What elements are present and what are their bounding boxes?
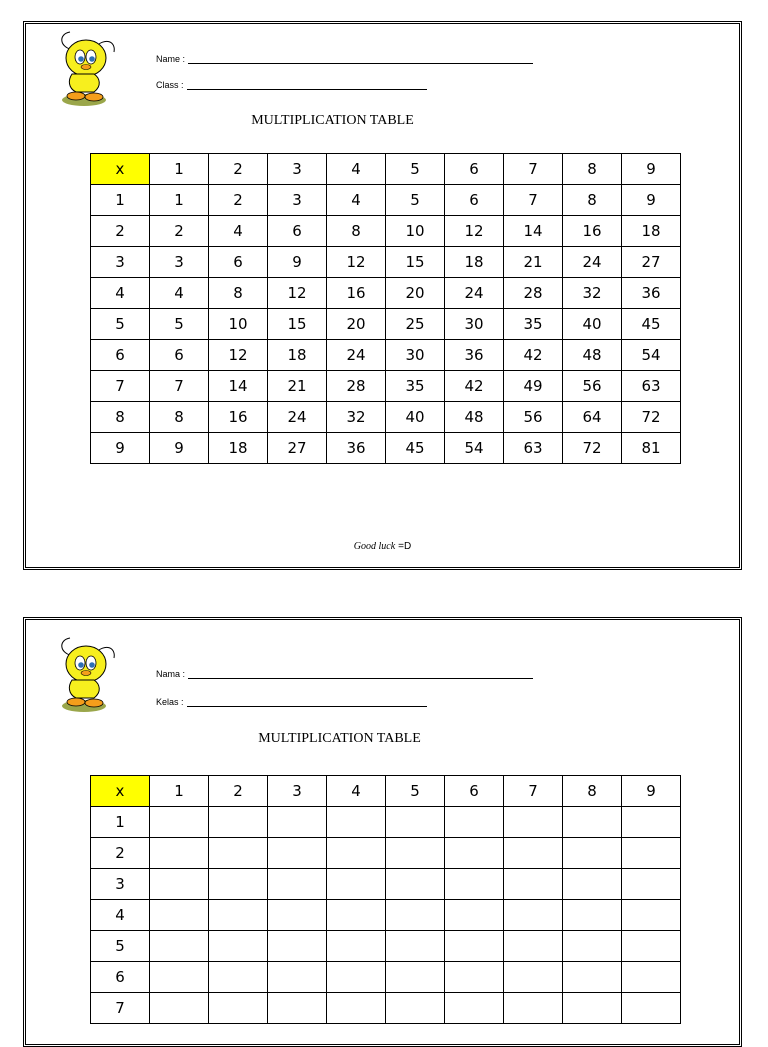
product-cell: 5 [150, 309, 209, 340]
product-cell: 9 [150, 433, 209, 464]
class-field[interactable] [156, 79, 427, 90]
table-row [91, 931, 681, 962]
row-label: 5 [91, 309, 150, 340]
table-row [91, 993, 681, 1024]
row-label: 3 [91, 869, 150, 900]
product-cell: 24 [268, 402, 327, 433]
table-row [91, 869, 681, 900]
nama-line[interactable] [188, 668, 533, 679]
answer-cell[interactable] [268, 838, 327, 869]
answer-cell[interactable] [504, 993, 563, 1024]
answer-cell[interactable] [563, 993, 622, 1024]
product-cell: 36 [327, 433, 386, 464]
tweety-bird-icon [54, 30, 134, 110]
product-cell: 24 [327, 340, 386, 371]
product-cell: 21 [268, 371, 327, 402]
product-cell: 81 [622, 433, 681, 464]
row-label: 6 [91, 962, 150, 993]
product-cell: 18 [445, 247, 504, 278]
name-field[interactable] [156, 53, 533, 64]
answer-cell[interactable] [622, 993, 681, 1024]
class-label: Class : [156, 80, 184, 90]
product-cell: 72 [622, 402, 681, 433]
product-cell: 14 [209, 371, 268, 402]
header-cell: 1 [150, 154, 209, 185]
answer-cell[interactable] [563, 962, 622, 993]
answer-cell[interactable] [445, 993, 504, 1024]
corner-cell: x [91, 154, 150, 185]
product-cell: 12 [268, 278, 327, 309]
answer-cell[interactable] [622, 931, 681, 962]
header-cell: 3 [268, 776, 327, 807]
product-cell: 21 [504, 247, 563, 278]
header-cell: 6 [445, 776, 504, 807]
answer-cell[interactable] [150, 838, 209, 869]
product-cell: 6 [445, 185, 504, 216]
table-row [91, 900, 681, 931]
row-label: 1 [91, 807, 150, 838]
product-cell: 6 [209, 247, 268, 278]
answer-cell[interactable] [504, 962, 563, 993]
answer-cell[interactable] [268, 900, 327, 931]
answer-cell[interactable] [209, 962, 268, 993]
answer-cell[interactable] [209, 900, 268, 931]
header-cell: 3 [268, 154, 327, 185]
worksheet-filled [23, 21, 742, 570]
product-cell: 16 [209, 402, 268, 433]
header-cell: 4 [327, 776, 386, 807]
product-cell: 15 [268, 309, 327, 340]
header-cell: 6 [445, 154, 504, 185]
product-cell: 32 [327, 402, 386, 433]
product-cell: 54 [622, 340, 681, 371]
row-label: 3 [91, 247, 150, 278]
header-row [91, 776, 681, 807]
answer-cell[interactable] [150, 807, 209, 838]
page-title: MULTIPLICATION TABLE [258, 731, 421, 746]
answer-cell[interactable] [622, 869, 681, 900]
answer-cell[interactable] [445, 869, 504, 900]
answer-cell[interactable] [622, 962, 681, 993]
product-cell: 56 [563, 371, 622, 402]
answer-cell[interactable] [386, 993, 445, 1024]
product-cell: 45 [386, 433, 445, 464]
answer-cell[interactable] [327, 869, 386, 900]
row-label: 7 [91, 993, 150, 1024]
product-cell: 42 [445, 371, 504, 402]
header-cell: 5 [386, 776, 445, 807]
answer-cell[interactable] [563, 900, 622, 931]
table-row [91, 838, 681, 869]
product-cell: 18 [268, 340, 327, 371]
header-cell: 1 [150, 776, 209, 807]
answer-cell[interactable] [386, 869, 445, 900]
product-cell: 63 [622, 371, 681, 402]
product-cell: 48 [563, 340, 622, 371]
product-cell: 49 [504, 371, 563, 402]
table-row [91, 216, 681, 247]
product-cell: 9 [622, 185, 681, 216]
product-cell: 8 [327, 216, 386, 247]
table-row [91, 278, 681, 309]
header-row [91, 154, 681, 185]
multiplication-table [90, 153, 681, 464]
kelas-line[interactable] [187, 696, 427, 707]
product-cell: 24 [445, 278, 504, 309]
product-cell: 12 [445, 216, 504, 247]
product-cell: 32 [563, 278, 622, 309]
blank-multiplication-table [90, 775, 681, 1024]
answer-cell[interactable] [209, 993, 268, 1024]
corner-cell: x [91, 776, 150, 807]
answer-cell[interactable] [504, 900, 563, 931]
header-cell: 7 [504, 776, 563, 807]
product-cell: 28 [504, 278, 563, 309]
product-cell: 6 [150, 340, 209, 371]
product-cell: 42 [504, 340, 563, 371]
table-row [91, 402, 681, 433]
answer-cell[interactable] [268, 993, 327, 1024]
answer-cell[interactable] [150, 993, 209, 1024]
answer-cell[interactable] [504, 869, 563, 900]
product-cell: 36 [622, 278, 681, 309]
product-cell: 7 [504, 185, 563, 216]
product-cell: 27 [268, 433, 327, 464]
answer-cell[interactable] [386, 807, 445, 838]
product-cell: 18 [622, 216, 681, 247]
product-cell: 30 [386, 340, 445, 371]
row-label: 5 [91, 931, 150, 962]
kelas-field[interactable] [156, 696, 427, 707]
table-row [91, 433, 681, 464]
answer-cell[interactable] [209, 869, 268, 900]
answer-cell[interactable] [327, 838, 386, 869]
answer-cell[interactable] [150, 900, 209, 931]
product-cell: 16 [327, 278, 386, 309]
answer-cell[interactable] [622, 807, 681, 838]
product-cell: 8 [150, 402, 209, 433]
answer-cell[interactable] [327, 993, 386, 1024]
product-cell: 35 [386, 371, 445, 402]
product-cell: 2 [150, 216, 209, 247]
answer-cell[interactable] [563, 869, 622, 900]
product-cell: 30 [445, 309, 504, 340]
answer-cell[interactable] [386, 962, 445, 993]
header-cell: 8 [563, 154, 622, 185]
table-row [91, 185, 681, 216]
nama-field[interactable] [156, 668, 533, 679]
header-cell: 2 [209, 776, 268, 807]
product-cell: 14 [504, 216, 563, 247]
row-label: 1 [91, 185, 150, 216]
answer-cell[interactable] [386, 900, 445, 931]
header-cell: 7 [504, 154, 563, 185]
answer-cell[interactable] [445, 838, 504, 869]
product-cell: 4 [327, 185, 386, 216]
table-row [91, 247, 681, 278]
answer-cell[interactable] [445, 962, 504, 993]
product-cell: 45 [622, 309, 681, 340]
answer-cell[interactable] [150, 962, 209, 993]
row-label: 6 [91, 340, 150, 371]
product-cell: 72 [563, 433, 622, 464]
answer-cell[interactable] [327, 807, 386, 838]
product-cell: 40 [386, 402, 445, 433]
header-cell: 5 [386, 154, 445, 185]
product-cell: 5 [386, 185, 445, 216]
worksheet-blank [23, 617, 742, 1047]
kelas-label: Kelas : [156, 697, 184, 707]
answer-cell[interactable] [268, 807, 327, 838]
row-label: 4 [91, 900, 150, 931]
footer-smiley: =D [398, 541, 412, 552]
footer [26, 541, 739, 552]
row-label: 9 [91, 433, 150, 464]
product-cell: 27 [622, 247, 681, 278]
answer-cell[interactable] [268, 931, 327, 962]
answer-cell[interactable] [445, 807, 504, 838]
product-cell: 20 [327, 309, 386, 340]
product-cell: 40 [563, 309, 622, 340]
header-cell: 4 [327, 154, 386, 185]
product-cell: 4 [150, 278, 209, 309]
answer-cell[interactable] [563, 807, 622, 838]
product-cell: 25 [386, 309, 445, 340]
product-cell: 36 [445, 340, 504, 371]
product-cell: 64 [563, 402, 622, 433]
answer-cell[interactable] [209, 931, 268, 962]
answer-cell[interactable] [268, 962, 327, 993]
header-cell: 9 [622, 154, 681, 185]
product-cell: 24 [563, 247, 622, 278]
row-label: 8 [91, 402, 150, 433]
product-cell: 18 [209, 433, 268, 464]
answer-cell[interactable] [150, 869, 209, 900]
product-cell: 12 [327, 247, 386, 278]
header-cell: 8 [563, 776, 622, 807]
answer-cell[interactable] [268, 869, 327, 900]
answer-cell[interactable] [622, 838, 681, 869]
name-label: Name : [156, 54, 186, 64]
product-cell: 8 [209, 278, 268, 309]
header-cell: 2 [209, 154, 268, 185]
row-label: 7 [91, 371, 150, 402]
product-cell: 3 [268, 185, 327, 216]
answer-cell[interactable] [327, 900, 386, 931]
page-title: MULTIPLICATION TABLE [251, 113, 414, 128]
header-cell: 9 [622, 776, 681, 807]
product-cell: 54 [445, 433, 504, 464]
product-cell: 35 [504, 309, 563, 340]
product-cell: 9 [268, 247, 327, 278]
name-line[interactable] [188, 53, 533, 64]
tweety-bird-icon [54, 636, 134, 716]
product-cell: 10 [209, 309, 268, 340]
row-label: 4 [91, 278, 150, 309]
product-cell: 16 [563, 216, 622, 247]
nama-label: Nama : [156, 669, 186, 679]
product-cell: 56 [504, 402, 563, 433]
row-label: 2 [91, 216, 150, 247]
product-cell: 12 [209, 340, 268, 371]
table-row [91, 371, 681, 402]
answer-cell[interactable] [209, 838, 268, 869]
product-cell: 3 [150, 247, 209, 278]
class-line[interactable] [187, 79, 427, 90]
answer-cell[interactable] [150, 931, 209, 962]
product-cell: 48 [445, 402, 504, 433]
answer-cell[interactable] [504, 807, 563, 838]
row-label: 2 [91, 838, 150, 869]
answer-cell[interactable] [386, 838, 445, 869]
answer-cell[interactable] [504, 931, 563, 962]
product-cell: 15 [386, 247, 445, 278]
answer-cell[interactable] [327, 962, 386, 993]
product-cell: 63 [504, 433, 563, 464]
answer-cell[interactable] [327, 931, 386, 962]
answer-cell[interactable] [504, 838, 563, 869]
answer-cell[interactable] [386, 931, 445, 962]
product-cell: 20 [386, 278, 445, 309]
product-cell: 7 [150, 371, 209, 402]
answer-cell[interactable] [563, 838, 622, 869]
answer-cell[interactable] [563, 931, 622, 962]
product-cell: 10 [386, 216, 445, 247]
answer-cell[interactable] [209, 807, 268, 838]
product-cell: 4 [209, 216, 268, 247]
answer-cell[interactable] [622, 900, 681, 931]
product-cell: 28 [327, 371, 386, 402]
product-cell: 8 [563, 185, 622, 216]
product-cell: 6 [268, 216, 327, 247]
answer-cell[interactable] [445, 931, 504, 962]
table-row [91, 807, 681, 838]
table-row [91, 340, 681, 371]
table-row [91, 309, 681, 340]
answer-cell[interactable] [445, 900, 504, 931]
table-row [91, 962, 681, 993]
product-cell: 2 [209, 185, 268, 216]
footer-good-luck: Good luck [353, 541, 396, 552]
product-cell: 1 [150, 185, 209, 216]
